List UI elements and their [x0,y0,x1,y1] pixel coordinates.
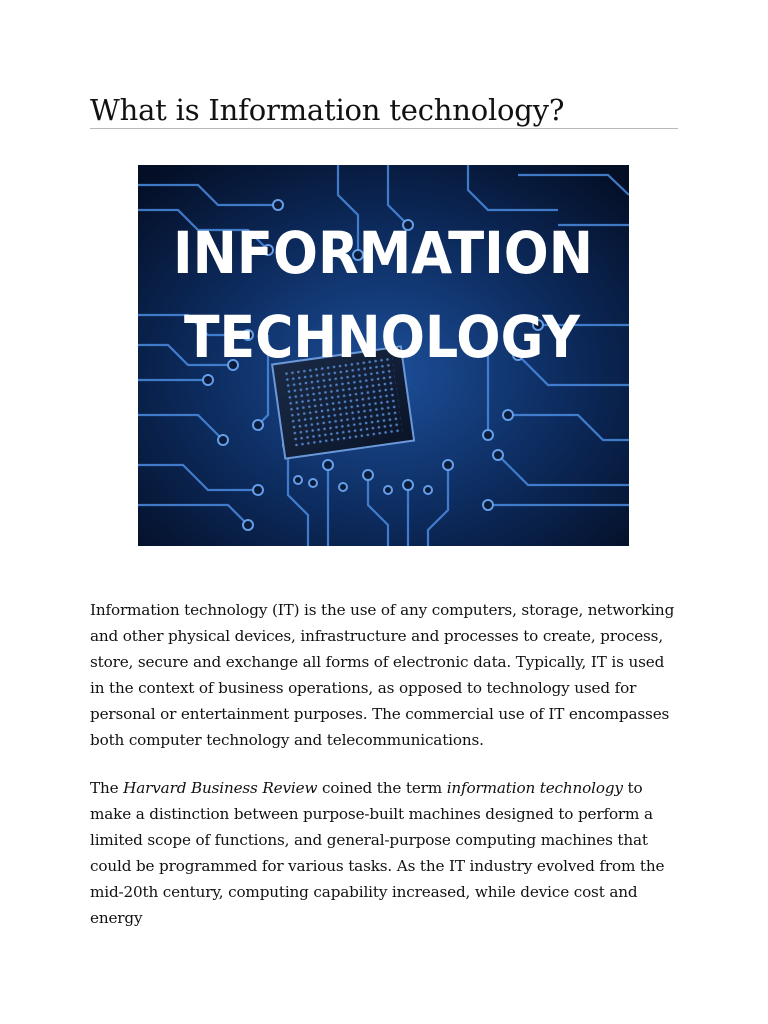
image-headline-line2: TECHNOLOGY [184,303,581,371]
paragraph-history-text-2: coined the term [317,779,447,797]
paragraph-history [90,775,680,931]
information-technology-image [138,165,629,546]
page-title: What is Information technology? [90,93,565,127]
circuit-board-illustration [138,165,629,546]
image-headline-line1: INFORMATION [173,219,593,287]
paragraph-history-text-1: The [90,779,124,797]
information-technology-italic: information technology [446,779,623,797]
paragraph-history-text-3: to make a distinction between purpose-built machines designed to perform a limited scope of functions, and general-purpose computing machines that could be programmed for various tasks. As the IT industry evolved from the mid-20th century, computing capability increased, while device cost and energy [90,779,665,927]
harvard-business-review-italic: Harvard Business Review [123,779,318,797]
paragraph-intro: Information technology (IT) is the use of any computers, storage, networking and other physical devices, infrastructure and processes to create, process, store, secure and exchange all forms of electronic data. Typically, IT is used in the context of business operations, as opposed to technology used for personal or entertainment purposes. The commercial use of IT encompasses both computer technology and telecommunications. [90,601,675,749]
title-divider [90,128,678,129]
